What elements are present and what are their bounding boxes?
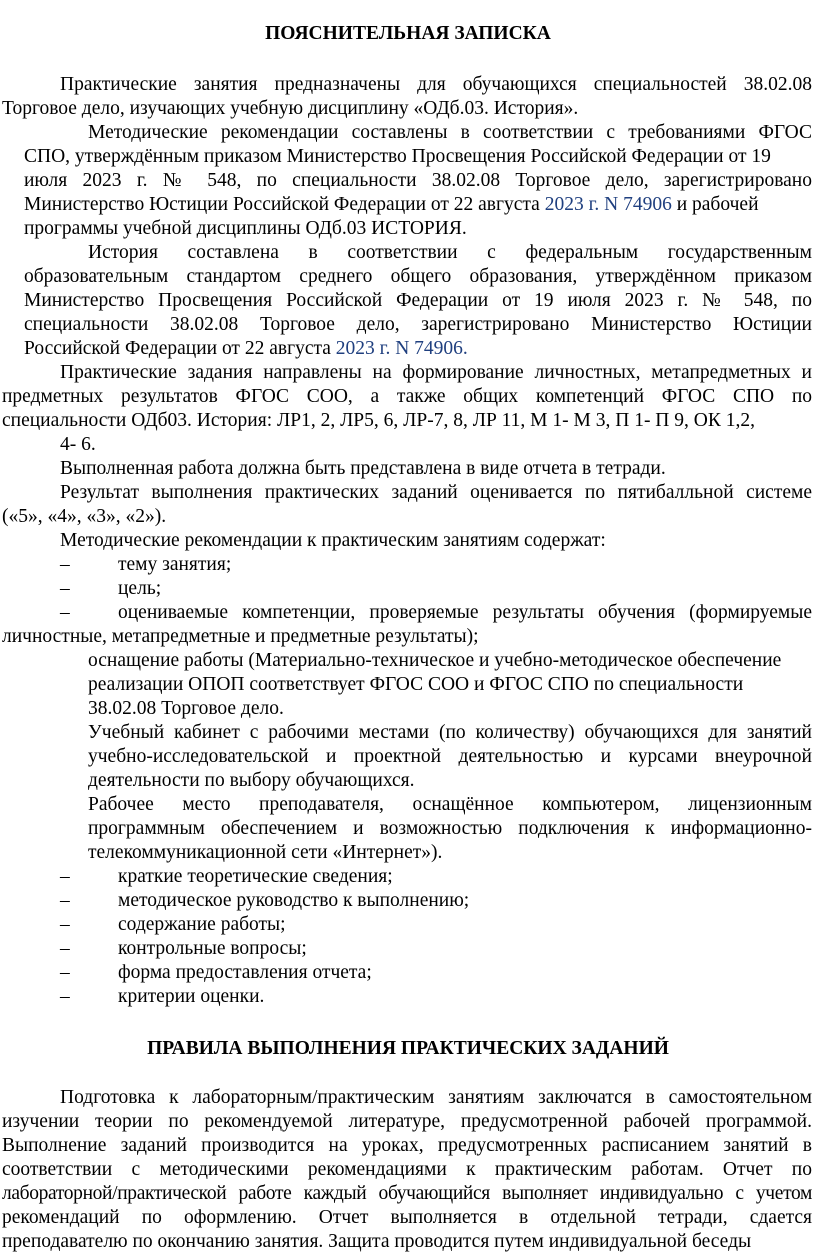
text-line: личностные, метапредметные и предметные результаты); [2,626,479,647]
text-line: («5», «4», «3», «2»). [2,506,167,527]
list-dash: – [60,938,70,959]
text-line: соответствии с методическими рекомендациями к практическим работам. Отчет по [2,1159,812,1180]
text-line: Подготовка к лабораторным/практическим занятиям заключатся в самостоятельном [60,1087,812,1108]
list-dash: – [60,578,70,599]
text-line: образовательным стандартом среднего общего образования, утверждённом приказом [24,266,812,287]
text-line: Торговое дело, изучающих учебную дисциплину «ОДб.03. История». [2,98,579,119]
text-line: Практические занятия предназначены для обучающихся специальностей 38.02.08 [60,74,812,95]
list-item: тему занятия; [118,554,232,575]
list-dash: – [60,914,70,935]
text-line: Методические рекомендации составлены в соответствии с требованиями ФГОС [88,122,812,143]
list-dash: – [60,986,70,1007]
list-item: форма предоставления отчета; [118,962,372,983]
text-line: специальности 38.02.08 Торговое дело, зарегистрировано Министерство Юстиции [24,314,812,335]
list-item: краткие теоретические сведения; [118,866,393,887]
text-line [24,337,468,361]
text-line: Рабочее место преподавателя, оснащённое компьютером, лицензионным [88,794,812,815]
list-item: содержание работы; [118,914,286,935]
text-line: Практические задания направлены на формирование личностных, метапредметных и [60,362,812,383]
list-dash: – [60,962,70,983]
text-line: учебно-исследовательской и проектной деятельностью и курсами внеурочной [88,746,812,767]
text-line: изучении теории по рекомендуемой литературе, предусмотренной рабочей программой. [2,1111,812,1132]
text-line: Выполнение заданий производится на уроках, предусмотренных расписанием занятий в [2,1135,812,1156]
text-segment: Российской Федерации от 22 августа [24,338,336,359]
list-item: методическое руководство к выполнению; [118,890,470,911]
text-line: лабораторной/практической работе каждый обучающийся выполняет индивидуально с учетом [2,1183,812,1204]
text-line: Учебный кабинет с рабочими местами (по количеству) обучающихся для занятий [88,722,812,743]
list-dash: – [60,866,70,887]
text-line: Министерство Просвещения Российской Федерации от 19 июля 2023 г. № 548, по [24,290,812,311]
list-item: оцениваемые компетенции, проверяемые результаты обучения (формируемые [118,602,812,623]
list-item: контрольные вопросы; [118,938,307,959]
text-line: программным обеспечением и возможностью подключения к информационно- [88,818,812,839]
text-line: деятельности по выбору обучающихся. [88,770,415,791]
list-dash: – [60,602,70,623]
text-line: 38.02.08 Торговое дело. [88,698,284,719]
heading-rules: ПРАВИЛА ВЫПОЛНЕНИЯ ПРАКТИЧЕСКИХ ЗАДАНИЙ [147,1038,669,1059]
text-line: программы учебной дисциплины ОДб.03 ИСТОРИЯ. [24,218,467,239]
text-segment: и рабочей [671,194,759,215]
text-line: рекомендаций по оформлению. Отчет выполняется в отдельной тетради, сдается [2,1207,812,1228]
text-line: специальности ОДб03. История: ЛР1, 2, ЛР5, 6, ЛР-7, 8, ЛР 11, М 1- М 3, П 1- П 9, ОК 1,2, [2,410,755,431]
text-line: СПО, утверждённым приказом Министерство Просвещения Российской Федерации от 19 [24,146,771,167]
text-line: 4- 6. [60,434,96,455]
list-dash: – [60,890,70,911]
text-line: Результат выполнения практических заданий оценивается по пятибалльной системе [60,482,812,503]
text-line: предметных результатов ФГОС СОО, а также общих компетенций ФГОС СПО по [2,386,812,407]
list-dash: – [60,554,70,575]
text-line: июля 2023 г. № 548, по специальности 38.02.08 Торговое дело, зарегистрировано [24,170,812,191]
text-line: реализации ОПОП соответствует ФГОС СОО и ФГОС СПО по специальности [88,674,744,695]
text-line: оснащение работы (Материально-техническое и учебно-методическое обеспечение [88,650,782,671]
text-segment: Министерство Юстиции Российской Федерации от 22 августа [24,194,545,215]
text-line: преподавателю по окончанию занятия. Защита проводится путем индивидуальной беседы [2,1231,752,1252]
text-line: Выполненная работа должна быть представлена в виде отчета в тетради. [60,458,666,479]
heading-explanatory-note: ПОЯСНИТЕЛЬНАЯ ЗАПИСКА [265,23,551,44]
list-item: критерии оценки. [118,986,265,1007]
registration-reference: 2023 г. N 74906 [544,194,672,215]
registration-reference: 2023 г. N 74906. [335,338,468,359]
list-item: цель; [118,578,162,599]
text-line: телекоммуникационной сети «Интернет»). [88,842,443,863]
text-line: История составлена в соответствии с федеральным государственным [88,242,812,263]
text-line: Методические рекомендации к практическим занятиям содержат: [60,530,606,551]
text-line [24,193,759,217]
